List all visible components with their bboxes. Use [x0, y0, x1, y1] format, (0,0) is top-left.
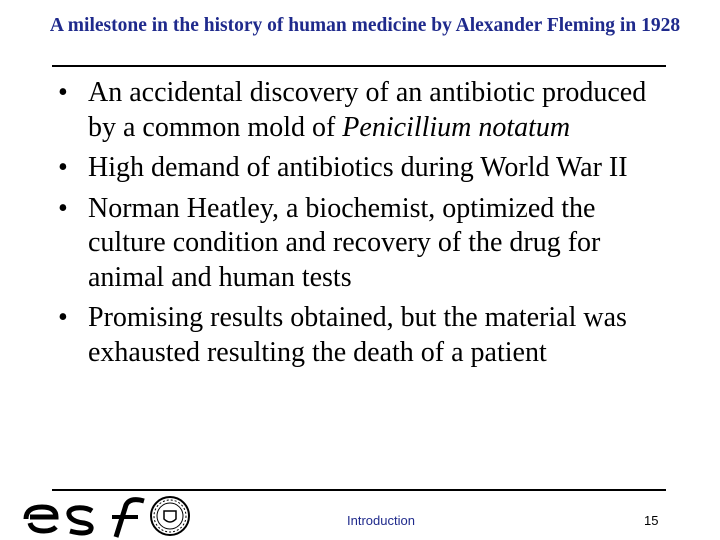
- bullet-dot: •: [58, 192, 68, 224]
- bullet-item: [52, 76, 672, 145]
- bullet-dot: •: [58, 152, 68, 183]
- bullet-item: [52, 192, 672, 296]
- footer-divider: [52, 489, 666, 491]
- page-number: 15: [644, 513, 659, 528]
- title-divider: [52, 65, 666, 67]
- slide-title: A milestone in the history of human medicine by Alexander Fleming in 1928: [49, 15, 681, 36]
- footer-section-label: Introduction: [347, 513, 415, 528]
- bullet-italic-text: Penicillium notatum: [342, 111, 571, 143]
- bullet-text: High demand of antibiotics during World War II: [88, 152, 628, 183]
- bullet-dot: •: [58, 302, 68, 333]
- bullet-item: [52, 301, 672, 370]
- esf-logo-icon: [20, 493, 190, 540]
- bullet-dot: •: [58, 77, 68, 108]
- bullet-list: [52, 76, 672, 376]
- bullet-text: Norman Heatley, a biochemist, optimized the culture condition and recovery of the drug for animal and human tests: [88, 192, 601, 293]
- bullet-text: An accidental discovery of an antibiotic produced by a common mold of: [88, 77, 647, 143]
- bullet-text: Promising results obtained, but the material was exhausted resulting the death of a patient: [88, 302, 627, 368]
- bullet-item: [52, 151, 672, 186]
